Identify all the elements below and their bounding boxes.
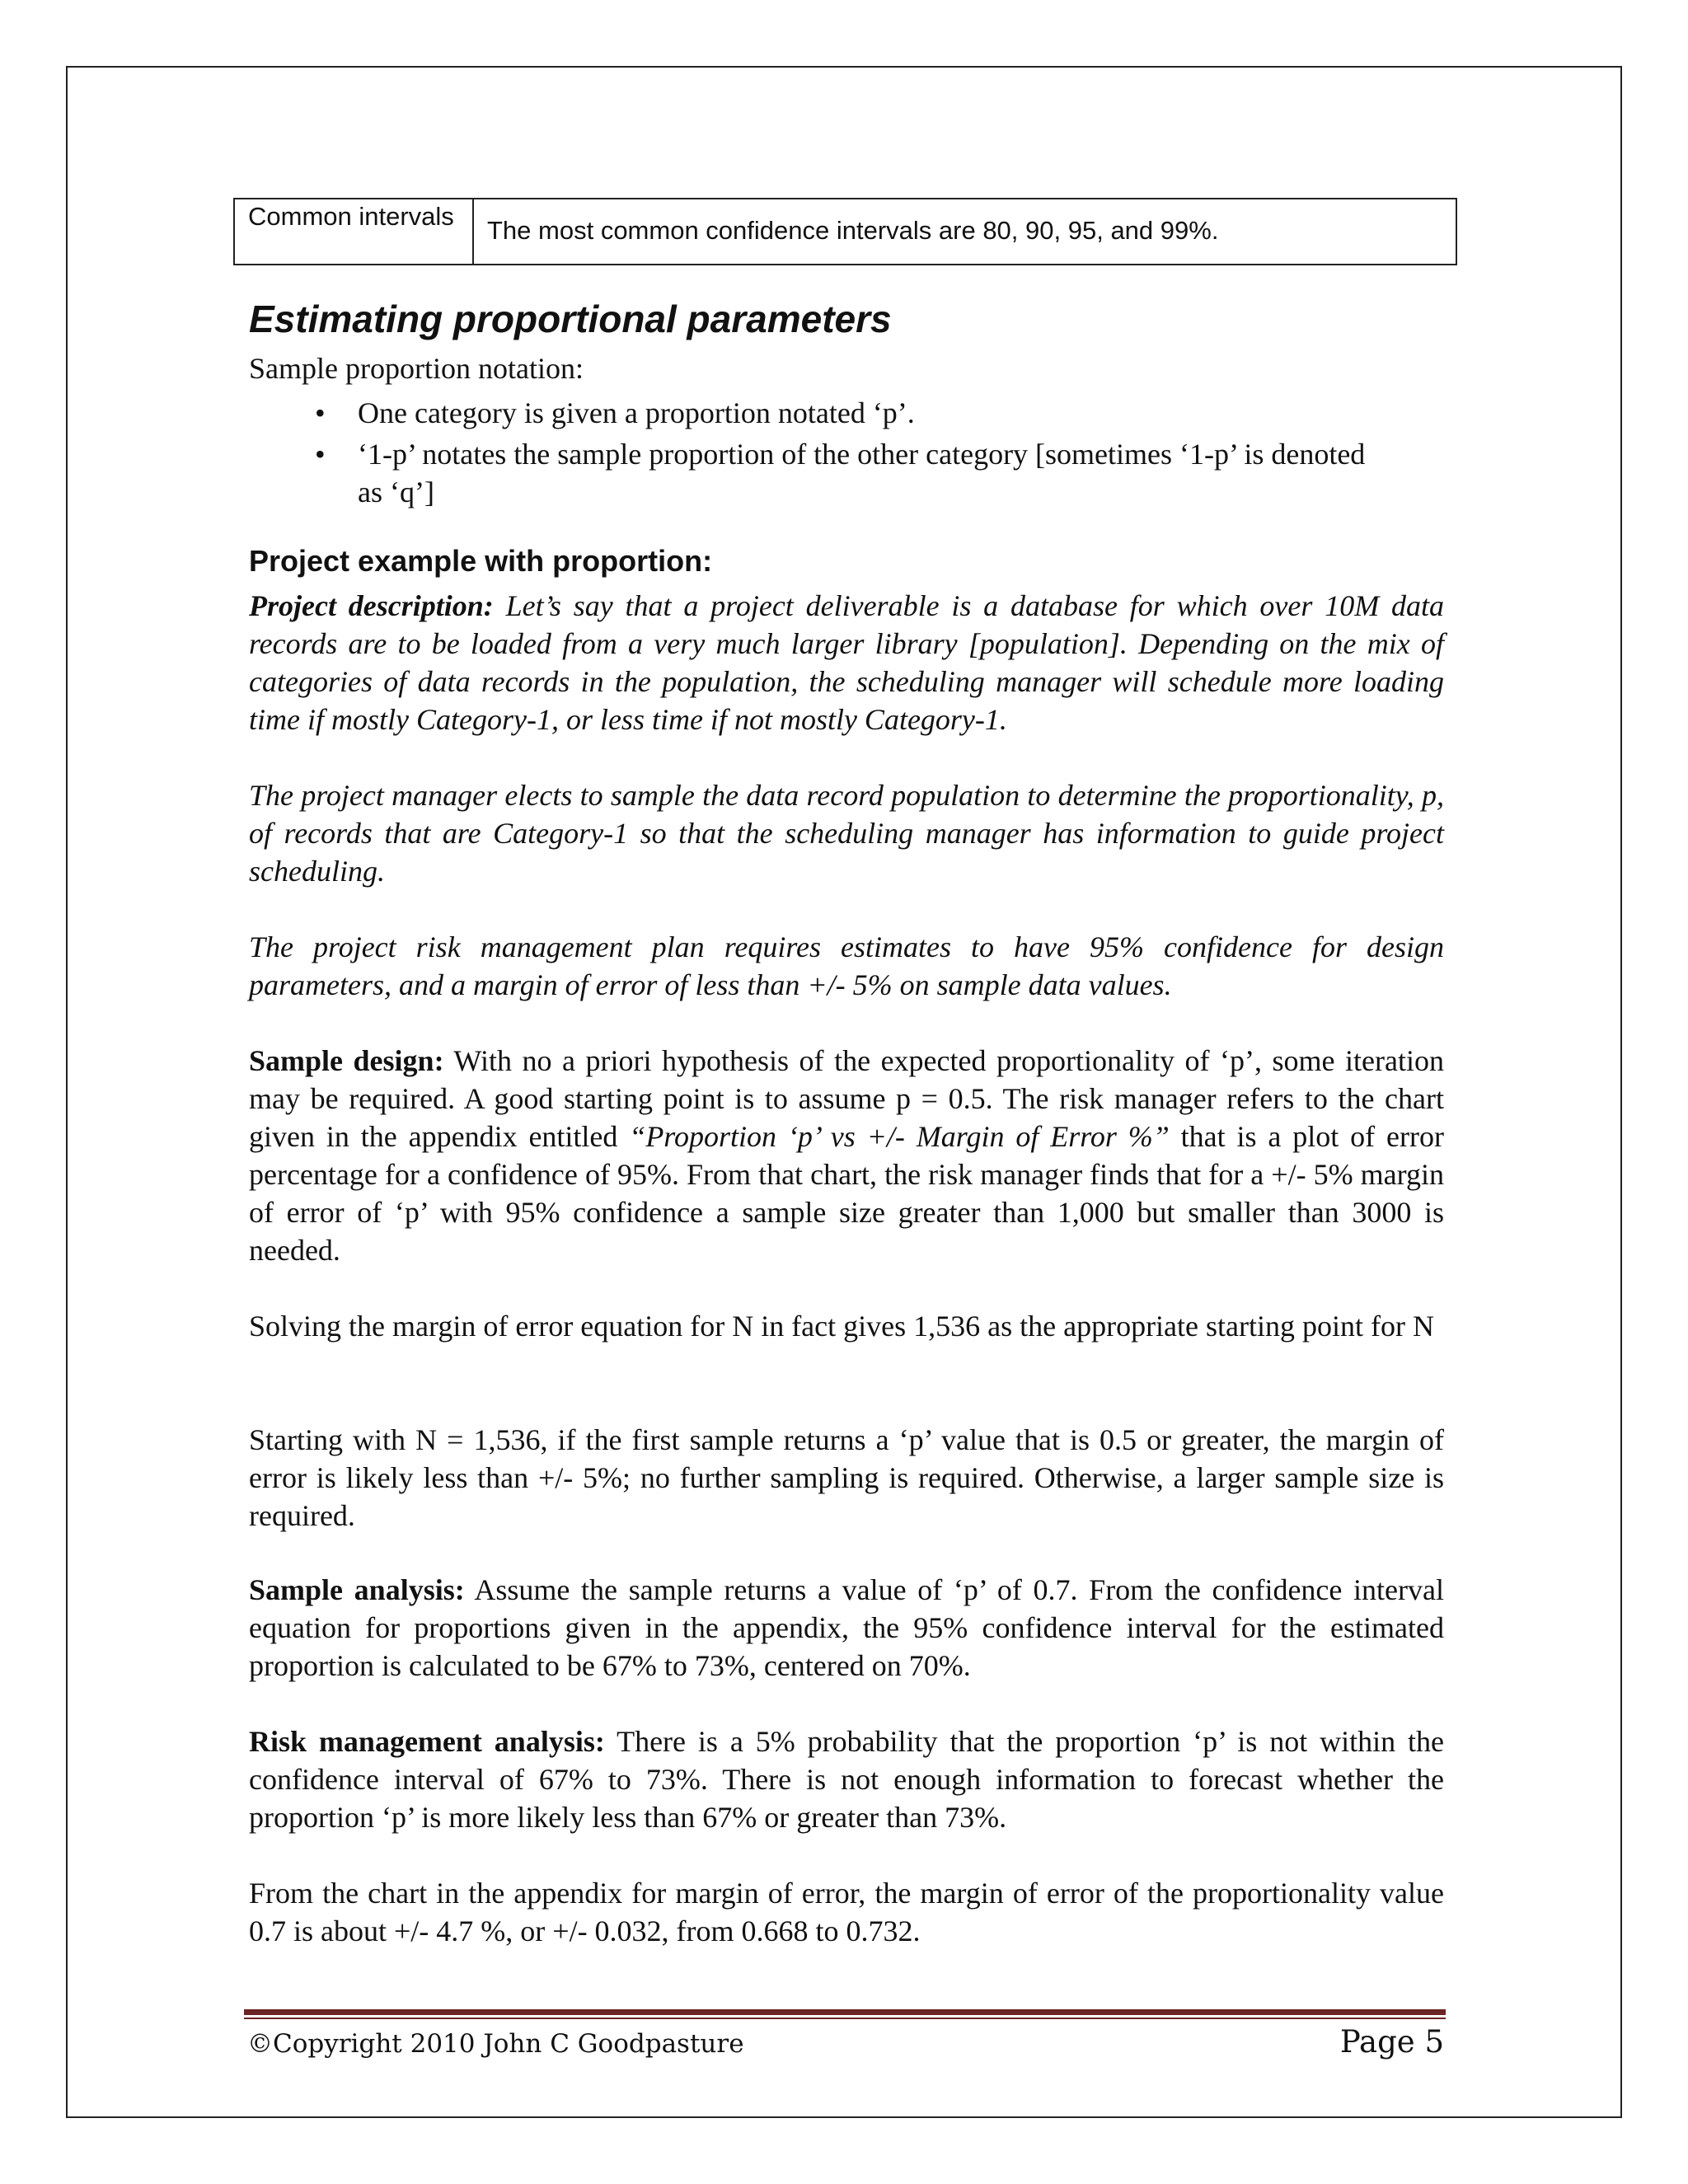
bullet-text: One category is given a proportion notated ‘p’.: [358, 396, 915, 429]
footer-copyright: ©Copyright 2010 John C Goodpasture: [247, 2029, 744, 2059]
sample-analysis-text: Assume the sample returns a value of ‘p’ of 0.7. From the confidence interval equation for proportions given in the appendix, the 95% confidence interval for the estimated proportion is calculated to be 67% to 73%, centered on 70%.: [249, 1573, 1445, 1682]
table-value-cell: The most common confidence intervals are 80, 90, 95, and 99%.: [487, 216, 1219, 245]
bullet-icon: •: [315, 438, 326, 471]
solving-paragraph: Solving the margin of error equation for N in fact gives 1,536 as the appropriate starting point for N: [249, 1310, 1434, 1343]
footer-rule-thin: [244, 2018, 1446, 2019]
page-number: Page 5: [1339, 2024, 1444, 2060]
list-item: [305, 435, 1376, 511]
sample-design-paragraph: [249, 1042, 1444, 1269]
risk-analysis-paragraph: [249, 1722, 1444, 1836]
footer-rule: [244, 2009, 1446, 2015]
bullet-icon: •: [315, 396, 326, 429]
appendix-chart-title: “Proportion ‘p’ vs +/- Margin of Error %”: [629, 1120, 1170, 1153]
list-item: [305, 394, 1376, 432]
section-heading: Estimating proportional parameters: [249, 298, 892, 340]
margin-of-error-paragraph: From the chart in the appendix for margin of error, the margin of error of the proportionality value 0.7 is about +/- 4.7 %, or +/- 0.032, from 0.668 to 0.732.: [249, 1877, 1444, 1947]
notation-intro: Sample proportion notation:: [249, 352, 584, 385]
risk-analysis-label: Risk management analysis:: [249, 1725, 605, 1758]
sample-design-text-before: With no a priori hypothesis of the expected proportionality of ‘p’, some iteration may be required. A good starting point is to assume p = 0.5. The risk manager refers to the chart given in the appendix entitled: [249, 1044, 1444, 1153]
risk-plan-paragraph: The project risk management plan requires estimates to have 95% confidence for design parameters, and a margin of error of less than +/- 5% on sample data values.: [249, 930, 1444, 1001]
notation-bullet-list: [305, 394, 1376, 514]
intervals-table: [233, 198, 1457, 265]
sample-design-text-after: that is a plot of error percentage for a confidence of 95%. From that chart, the risk manager finds that for a +/- 5% margin of error of ‘p’ with 95% confidence a sample size greater than 1,000 but smaller than 3000 is needed.: [249, 1120, 1444, 1267]
project-description-paragraph: [249, 587, 1444, 738]
sample-analysis-paragraph: [249, 1571, 1444, 1685]
bullet-text: ‘1-p’ notates the sample proportion of the other category [sometimes ‘1-p’ is denoted as ‘q’]: [358, 438, 1366, 509]
sampling-decision-paragraph: The project manager elects to sample the data record population to determine the proportionality, p, of records that are Category-1 so that the scheduling manager has information to guide project scheduling.: [249, 779, 1444, 888]
starting-n-paragraph: Starting with N = 1,536, if the first sample returns a ‘p’ value that is 0.5 or greater, the margin of error is likely less than +/- 5%; no further sampling is required. Otherwise, a larger sample size is required.: [249, 1423, 1444, 1532]
sample-design-label: Sample design:: [249, 1044, 444, 1077]
project-description-label: Project description:: [249, 589, 494, 622]
risk-analysis-text: There is a 5% probability that the proportion ‘p’ is not within the confidence interval of 67% to 73%. There is not enough information to forecast whether the proportion ‘p’ is more likely less than 67% or greater than 73%.: [249, 1725, 1444, 1834]
project-example-heading: Project example with proportion:: [249, 544, 713, 578]
table-label-cell: Common intervals: [235, 199, 474, 264]
project-description-text: Let’s say that a project deliverable is a database for which over 10M data records are to be loaded from a very much larger library [population]. Depending on the mix of categories of data records in the population, the scheduling manager will schedule more loading time if mostly Category-1, or less time if not mostly Category-1.: [249, 589, 1444, 736]
sample-analysis-label: Sample analysis:: [249, 1573, 465, 1606]
